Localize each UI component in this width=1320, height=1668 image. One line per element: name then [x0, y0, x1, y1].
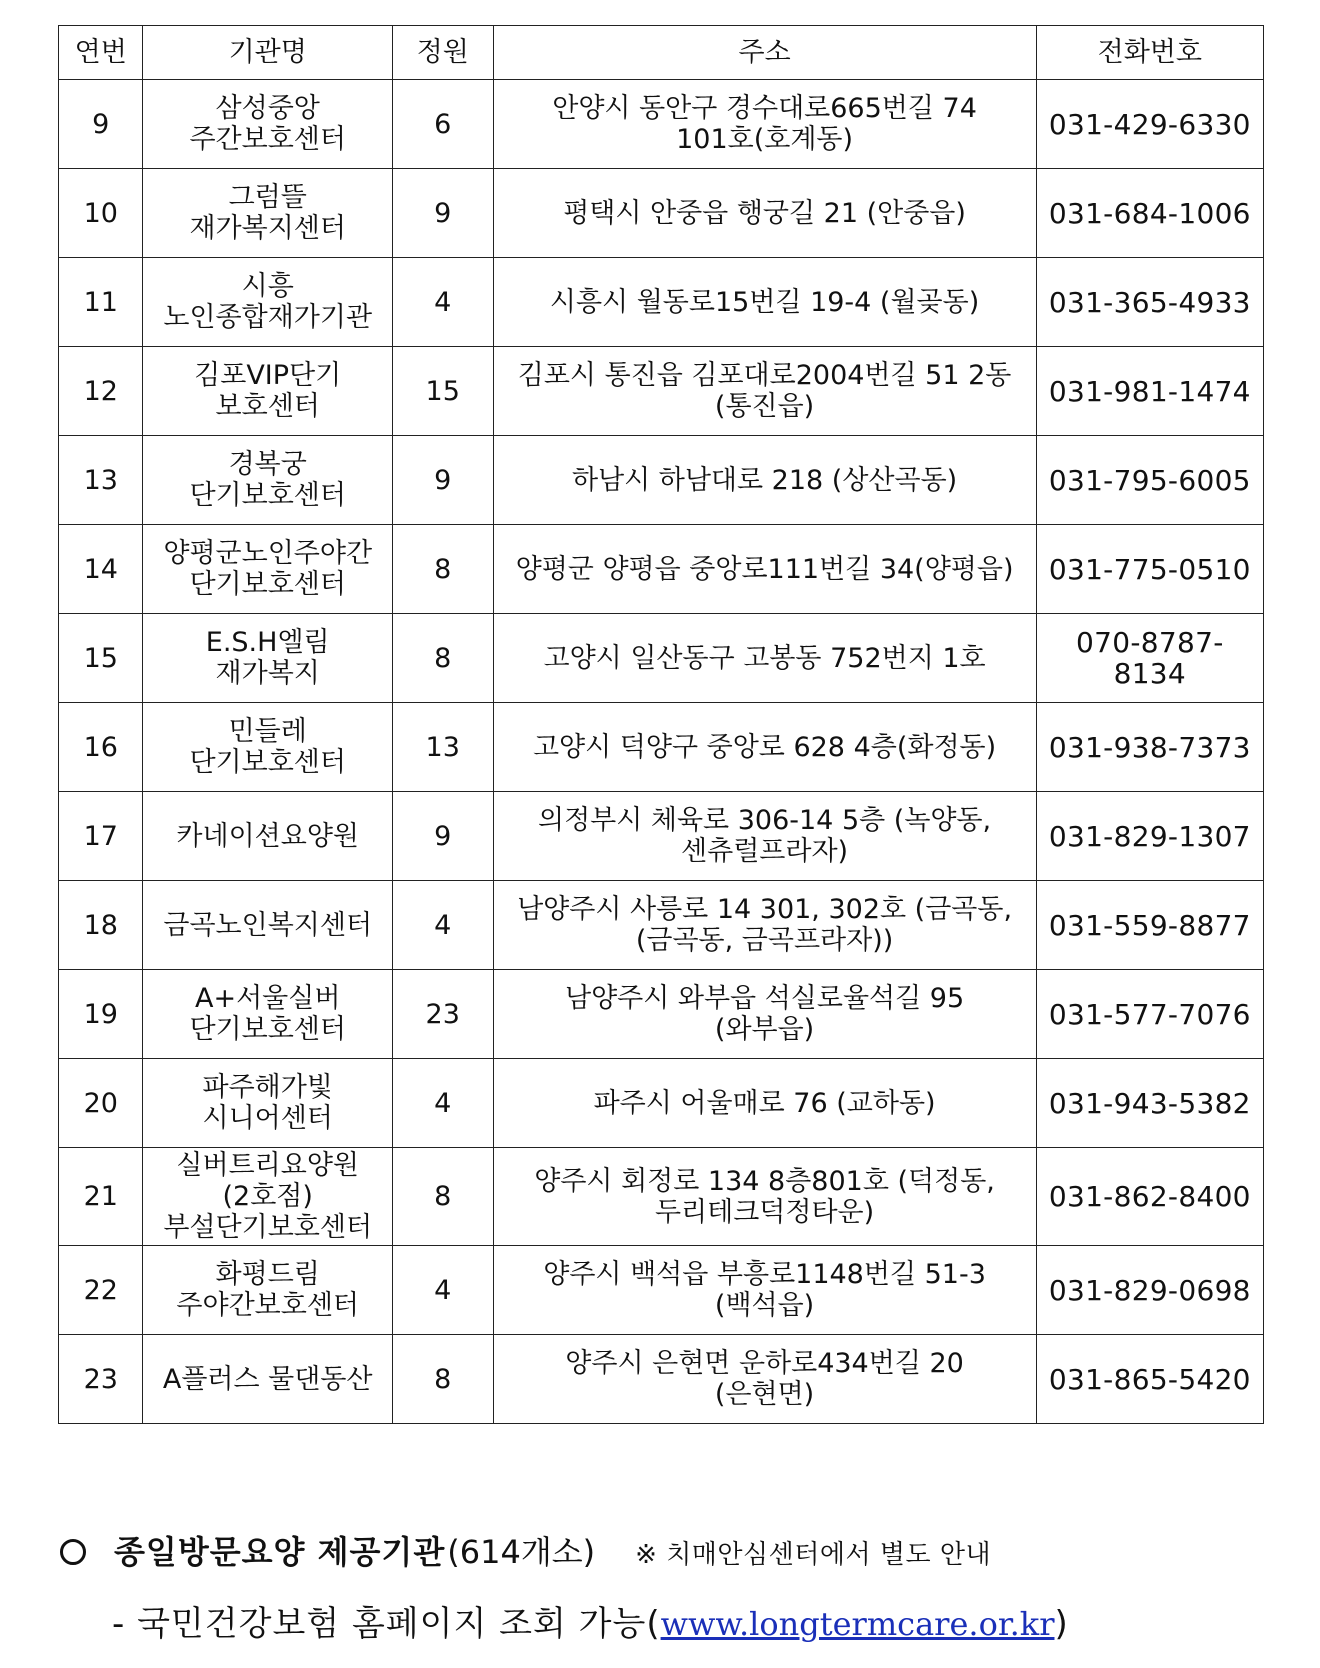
cell-address: 안양시 동안구 경수대로665번길 74 101호(호계동) — [493, 80, 1036, 169]
cell-name: 실버트리요양원 (2호점) 부설단기보호센터 — [143, 1148, 392, 1246]
cell-capacity: 8 — [392, 525, 493, 614]
cell-phone: 031-795-6005 — [1036, 436, 1263, 525]
table-row — [59, 258, 1264, 347]
cell-phone: 031-865-5420 — [1036, 1335, 1263, 1424]
cell-address: 남양주시 와부읍 석실로율석길 95 (와부읍) — [493, 970, 1036, 1059]
cell-name: 김포VIP단기 보호센터 — [143, 347, 392, 436]
cell-name: 경복궁 단기보호센터 — [143, 436, 392, 525]
cell-phone: 031-365-4933 — [1036, 258, 1263, 347]
cell-capacity: 4 — [392, 1059, 493, 1148]
facility-table — [58, 25, 1264, 1424]
cell-no: 23 — [59, 1335, 143, 1424]
cell-address: 하남시 하남대로 218 (상산곡동) — [493, 436, 1036, 525]
cell-name: 그럼뜰 재가복지센터 — [143, 169, 392, 258]
section-count: (614개소) — [447, 1533, 596, 1571]
cell-address: 고양시 일산동구 고봉동 752번지 1호 — [493, 614, 1036, 703]
cell-phone: 031-829-0698 — [1036, 1246, 1263, 1335]
cell-no: 20 — [59, 1059, 143, 1148]
cell-capacity: 4 — [392, 881, 493, 970]
cell-capacity: 9 — [392, 792, 493, 881]
table-row — [59, 614, 1264, 703]
table-row — [59, 169, 1264, 258]
section-title: 종일방문요양 제공기관 — [114, 1533, 446, 1571]
header-name: 기관명 — [143, 26, 392, 80]
cell-no: 10 — [59, 169, 143, 258]
header-capacity: 정원 — [392, 26, 493, 80]
section-subline — [112, 1596, 1069, 1645]
cell-name: A+서울실버 단기보호센터 — [143, 970, 392, 1059]
cell-capacity: 15 — [392, 347, 493, 436]
header-address: 주소 — [493, 26, 1036, 80]
cell-phone: 031-775-0510 — [1036, 525, 1263, 614]
table-row — [59, 347, 1264, 436]
section-heading — [60, 1527, 991, 1577]
cell-name: 시흥 노인종합재가기관 — [143, 258, 392, 347]
table-row — [59, 1059, 1264, 1148]
cell-phone: 031-577-7076 — [1036, 970, 1263, 1059]
cell-no: 11 — [59, 258, 143, 347]
cell-name: 화평드림 주야간보호센터 — [143, 1246, 392, 1335]
cell-name: A플러스 물댄동산 — [143, 1335, 392, 1424]
cell-capacity: 8 — [392, 614, 493, 703]
cell-address: 파주시 어울매로 76 (교하동) — [493, 1059, 1036, 1148]
cell-name: 금곡노인복지센터 — [143, 881, 392, 970]
table-row — [59, 1335, 1264, 1424]
table-row — [59, 1246, 1264, 1335]
cell-name: E.S.H엘림 재가복지 — [143, 614, 392, 703]
cell-address: 양평군 양평읍 중앙로111번길 34(양평읍) — [493, 525, 1036, 614]
cell-capacity: 9 — [392, 169, 493, 258]
cell-name: 양평군노인주야간 단기보호센터 — [143, 525, 392, 614]
cell-capacity: 9 — [392, 436, 493, 525]
cell-capacity: 8 — [392, 1335, 493, 1424]
cell-address: 고양시 덕양구 중앙로 628 4층(화정동) — [493, 703, 1036, 792]
cell-phone: 031-559-8877 — [1036, 881, 1263, 970]
header-no: 연번 — [59, 26, 143, 80]
link-close-paren: ) — [1054, 1604, 1069, 1644]
table-row — [59, 703, 1264, 792]
cell-name: 파주해가빛 시니어센터 — [143, 1059, 392, 1148]
cell-no: 22 — [59, 1246, 143, 1335]
cell-capacity: 13 — [392, 703, 493, 792]
cell-phone: 031-943-5382 — [1036, 1059, 1263, 1148]
header-phone: 전화번호 — [1036, 26, 1263, 80]
link-open-paren: ( — [646, 1604, 661, 1644]
table-row — [59, 80, 1264, 169]
cell-no: 9 — [59, 80, 143, 169]
cell-capacity: 4 — [392, 1246, 493, 1335]
cell-phone: 031-429-6330 — [1036, 80, 1263, 169]
cell-no: 12 — [59, 347, 143, 436]
longtermcare-link[interactable]: www.longtermcare.or.kr — [660, 1605, 1055, 1643]
cell-no: 15 — [59, 614, 143, 703]
table-header-row — [59, 26, 1264, 80]
cell-no: 21 — [59, 1148, 143, 1246]
cell-phone: 031-829-1307 — [1036, 792, 1263, 881]
cell-phone: 031-981-1474 — [1036, 347, 1263, 436]
table-row — [59, 881, 1264, 970]
cell-address: 양주시 백석읍 부흥로1148번길 51-3 (백석읍) — [493, 1246, 1036, 1335]
cell-capacity: 4 — [392, 258, 493, 347]
cell-address: 남양주시 사릉로 14 301, 302호 (금곡동, (금곡동, 금곡프라자)) — [493, 881, 1036, 970]
cell-address: 평택시 안중읍 행궁길 21 (안중읍) — [493, 169, 1036, 258]
cell-capacity: 23 — [392, 970, 493, 1059]
cell-no: 13 — [59, 436, 143, 525]
cell-capacity: 6 — [392, 80, 493, 169]
cell-name: 삼성중앙 주간보호센터 — [143, 80, 392, 169]
cell-no: 19 — [59, 970, 143, 1059]
table-row — [59, 970, 1264, 1059]
cell-no: 18 — [59, 881, 143, 970]
table-row — [59, 525, 1264, 614]
cell-address: 양주시 회정로 134 8층801호 (덕정동, 두리테크덕정타운) — [493, 1148, 1036, 1246]
cell-address: 김포시 통진읍 김포대로2004번길 51 2동 (통진읍) — [493, 347, 1036, 436]
cell-address: 의정부시 체육로 306-14 5층 (녹양동, 센츄럴프라자) — [493, 792, 1036, 881]
table-body — [59, 80, 1264, 1424]
subline-text: - 국민건강보험 홈페이지 조회 가능 — [112, 1604, 647, 1644]
cell-address: 시흥시 월동로15번길 19-4 (월곶동) — [493, 258, 1036, 347]
table-row — [59, 436, 1264, 525]
cell-no: 14 — [59, 525, 143, 614]
table-row — [59, 1148, 1264, 1246]
section-note: ※ 치매안심센터에서 별도 안내 — [635, 1540, 992, 1570]
cell-no: 16 — [59, 703, 143, 792]
cell-phone: 031-684-1006 — [1036, 169, 1263, 258]
cell-name: 민들레 단기보호센터 — [143, 703, 392, 792]
cell-phone: 031-938-7373 — [1036, 703, 1263, 792]
cell-no: 17 — [59, 792, 143, 881]
table-row — [59, 792, 1264, 881]
cell-address: 양주시 은현면 운하로434번길 20 (은현면) — [493, 1335, 1036, 1424]
cell-capacity: 8 — [392, 1148, 493, 1246]
circle-bullet-icon — [60, 1539, 86, 1565]
cell-name: 카네이션요양원 — [143, 792, 392, 881]
cell-phone: 031-862-8400 — [1036, 1148, 1263, 1246]
cell-phone: 070-8787-8134 — [1036, 614, 1263, 703]
